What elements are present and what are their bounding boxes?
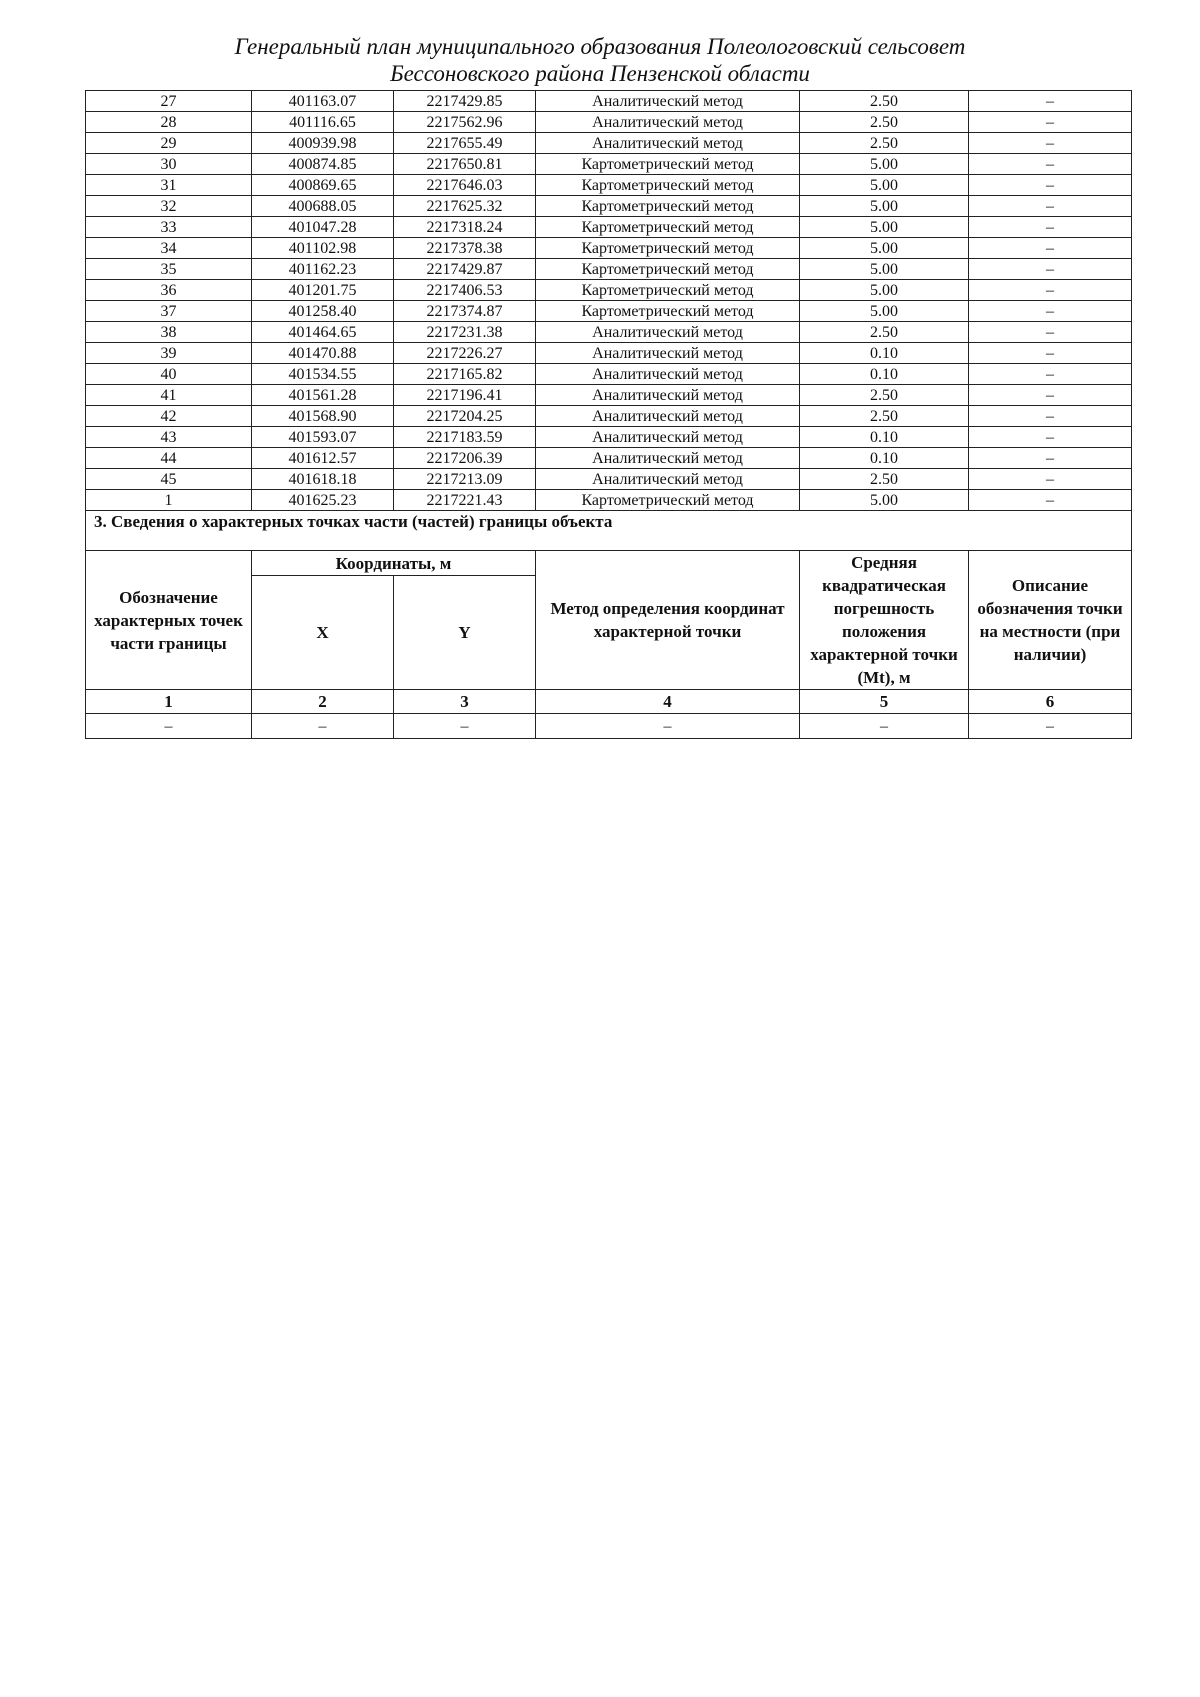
table-cell: – [969,175,1132,196]
table-cell: 2217378.38 [394,238,536,259]
table-cell: 401102.98 [252,238,394,259]
table-cell: 2.50 [800,112,969,133]
table-cell: 2217562.96 [394,112,536,133]
column-number: 4 [536,690,800,714]
table-cell: Картометрический метод [536,196,800,217]
table-cell: 2217226.27 [394,343,536,364]
section3-empty-row [86,714,1132,739]
table-row [86,133,1132,154]
table-cell: 2217625.32 [394,196,536,217]
table-cell: 0.10 [800,364,969,385]
table-cell: Аналитический метод [536,343,800,364]
table-cell: 400869.65 [252,175,394,196]
table-cell: 2.50 [800,322,969,343]
table-cell: 401534.55 [252,364,394,385]
table-cell: – [969,448,1132,469]
table-cell: 28 [86,112,252,133]
table-row [86,259,1132,280]
table-cell: Картометрический метод [536,175,800,196]
col-header-x: X [252,576,394,690]
table-cell: Аналитический метод [536,364,800,385]
table-row [86,490,1132,511]
table-cell: 5.00 [800,280,969,301]
table-cell: Аналитический метод [536,469,800,490]
table-cell: 29 [86,133,252,154]
table-cell: 2217213.09 [394,469,536,490]
table-cell: Картометрический метод [536,280,800,301]
table-cell: 5.00 [800,175,969,196]
table-row [86,154,1132,175]
column-number: 3 [394,690,536,714]
table-cell: 401568.90 [252,406,394,427]
table-cell: – [969,301,1132,322]
table-cell: 0.10 [800,427,969,448]
table-cell: 2217429.85 [394,91,536,112]
header-line-1: Генеральный план муниципального образования Полеологовский сельсовет [234,34,966,59]
table-cell: – [969,196,1132,217]
table-cell: – [969,364,1132,385]
table-cell: 2217204.25 [394,406,536,427]
table-cell: Аналитический метод [536,322,800,343]
table-cell: 401618.18 [252,469,394,490]
table-cell: Картометрический метод [536,490,800,511]
table-cell: Аналитический метод [536,448,800,469]
table-row [86,196,1132,217]
table-cell: 31 [86,175,252,196]
table-row [86,112,1132,133]
table-cell: – [969,154,1132,175]
section3-header-row [86,551,1132,576]
table-row [86,448,1132,469]
table-cell: – [969,217,1132,238]
table-cell: – [969,91,1132,112]
table-row [86,364,1132,385]
table-cell: 5.00 [800,490,969,511]
table-cell: 2217374.87 [394,301,536,322]
col-header-error: Средняя квадратическая погрешность положения характерной точки (Mt), м [800,551,969,690]
table-cell: 30 [86,154,252,175]
table-cell: 401162.23 [252,259,394,280]
table-cell: 2217655.49 [394,133,536,154]
table-row [86,343,1132,364]
table-row [86,301,1132,322]
table-cell: 2.50 [800,469,969,490]
table-cell: 44 [86,448,252,469]
table-cell: 0.10 [800,343,969,364]
col-header-y: Y [394,576,536,690]
table-cell: 2217221.43 [394,490,536,511]
table-cell: 5.00 [800,259,969,280]
table-cell: 2217183.59 [394,427,536,448]
table-cell: 401561.28 [252,385,394,406]
table-cell: 400939.98 [252,133,394,154]
table-cell: Аналитический метод [536,406,800,427]
table-cell: 401258.40 [252,301,394,322]
table-cell: Аналитический метод [536,427,800,448]
table-body [86,91,1132,739]
table-cell: – [969,238,1132,259]
table-cell: 27 [86,91,252,112]
table-cell: 2217646.03 [394,175,536,196]
document-header [0,33,1200,87]
table-cell: – [969,490,1132,511]
table-cell: – [969,469,1132,490]
table-cell: – [969,322,1132,343]
table-cell: 45 [86,469,252,490]
table-cell: – [252,714,394,739]
table-cell: Аналитический метод [536,133,800,154]
table-cell: – [969,427,1132,448]
table-cell: 41 [86,385,252,406]
table-cell: 32 [86,196,252,217]
col-header-description: Описание обозначения точки на местности (при наличии) [969,551,1132,690]
table-cell: 2217165.82 [394,364,536,385]
table-cell: 400688.05 [252,196,394,217]
table-cell: – [800,714,969,739]
table-cell: Аналитический метод [536,112,800,133]
table-cell: 401047.28 [252,217,394,238]
table-cell: 37 [86,301,252,322]
table-cell: 5.00 [800,238,969,259]
table-row [86,322,1132,343]
table-cell: Аналитический метод [536,91,800,112]
table-cell: – [969,343,1132,364]
table-cell: – [969,714,1132,739]
section3-title: 3. Сведения о характерных точках части (частей) границы объекта [86,511,1132,551]
table-cell: Картометрический метод [536,154,800,175]
table-cell: 5.00 [800,301,969,322]
table-cell: – [969,259,1132,280]
table-cell: 2217206.39 [394,448,536,469]
table-cell: Картометрический метод [536,301,800,322]
table-cell: 36 [86,280,252,301]
table-cell: Картометрический метод [536,238,800,259]
table-row [86,469,1132,490]
table-cell: 2.50 [800,406,969,427]
table-row [86,91,1132,112]
col-header-coords: Координаты, м [252,551,536,576]
table-cell: 38 [86,322,252,343]
table-cell: 42 [86,406,252,427]
table-cell: – [969,133,1132,154]
table-row [86,385,1132,406]
table-cell: 2.50 [800,133,969,154]
table-cell: 33 [86,217,252,238]
table-cell: 401612.57 [252,448,394,469]
table-row [86,406,1132,427]
table-cell: 401163.07 [252,91,394,112]
column-number: 5 [800,690,969,714]
table-cell: 2217650.81 [394,154,536,175]
column-number-row [86,690,1132,714]
table-cell: 2217196.41 [394,385,536,406]
table-cell: – [969,385,1132,406]
table-row [86,217,1132,238]
table-cell: – [969,406,1132,427]
table-cell: – [536,714,800,739]
table-cell: – [394,714,536,739]
table-cell: 401625.23 [252,490,394,511]
table-cell: 2217231.38 [394,322,536,343]
table-cell: 2217429.87 [394,259,536,280]
table-cell: 401593.07 [252,427,394,448]
table-cell: 40 [86,364,252,385]
table-cell: – [86,714,252,739]
table-cell: – [969,112,1132,133]
column-number: 2 [252,690,394,714]
boundary-points-table [85,90,1132,739]
table-cell: – [969,280,1132,301]
table-cell: 5.00 [800,217,969,238]
table-cell: 39 [86,343,252,364]
table-cell: 43 [86,427,252,448]
table-cell: 400874.85 [252,154,394,175]
column-number: 1 [86,690,252,714]
table-cell: 35 [86,259,252,280]
table-cell: 2.50 [800,385,969,406]
section3-title-row [86,511,1132,551]
table-cell: 34 [86,238,252,259]
table-cell: 401201.75 [252,280,394,301]
table-cell: Картометрический метод [536,259,800,280]
table-cell: 2217318.24 [394,217,536,238]
column-number: 6 [969,690,1132,714]
table-row [86,238,1132,259]
table-row [86,427,1132,448]
table-cell: 5.00 [800,196,969,217]
table-cell: 2217406.53 [394,280,536,301]
table-cell: Аналитический метод [536,385,800,406]
table-cell: 5.00 [800,154,969,175]
col-header-method: Метод определения координат характерной точки [536,551,800,690]
table-cell: 401470.88 [252,343,394,364]
header-line-2: Бессоновского района Пензенской области [390,61,810,86]
table-cell: 2.50 [800,91,969,112]
col-header-point: Обозначение характерных точек части границы [86,551,252,690]
table-cell: Картометрический метод [536,217,800,238]
table-row [86,280,1132,301]
table-cell: 1 [86,490,252,511]
table-cell: 0.10 [800,448,969,469]
table-cell: 401116.65 [252,112,394,133]
table-cell: 401464.65 [252,322,394,343]
table-row [86,175,1132,196]
